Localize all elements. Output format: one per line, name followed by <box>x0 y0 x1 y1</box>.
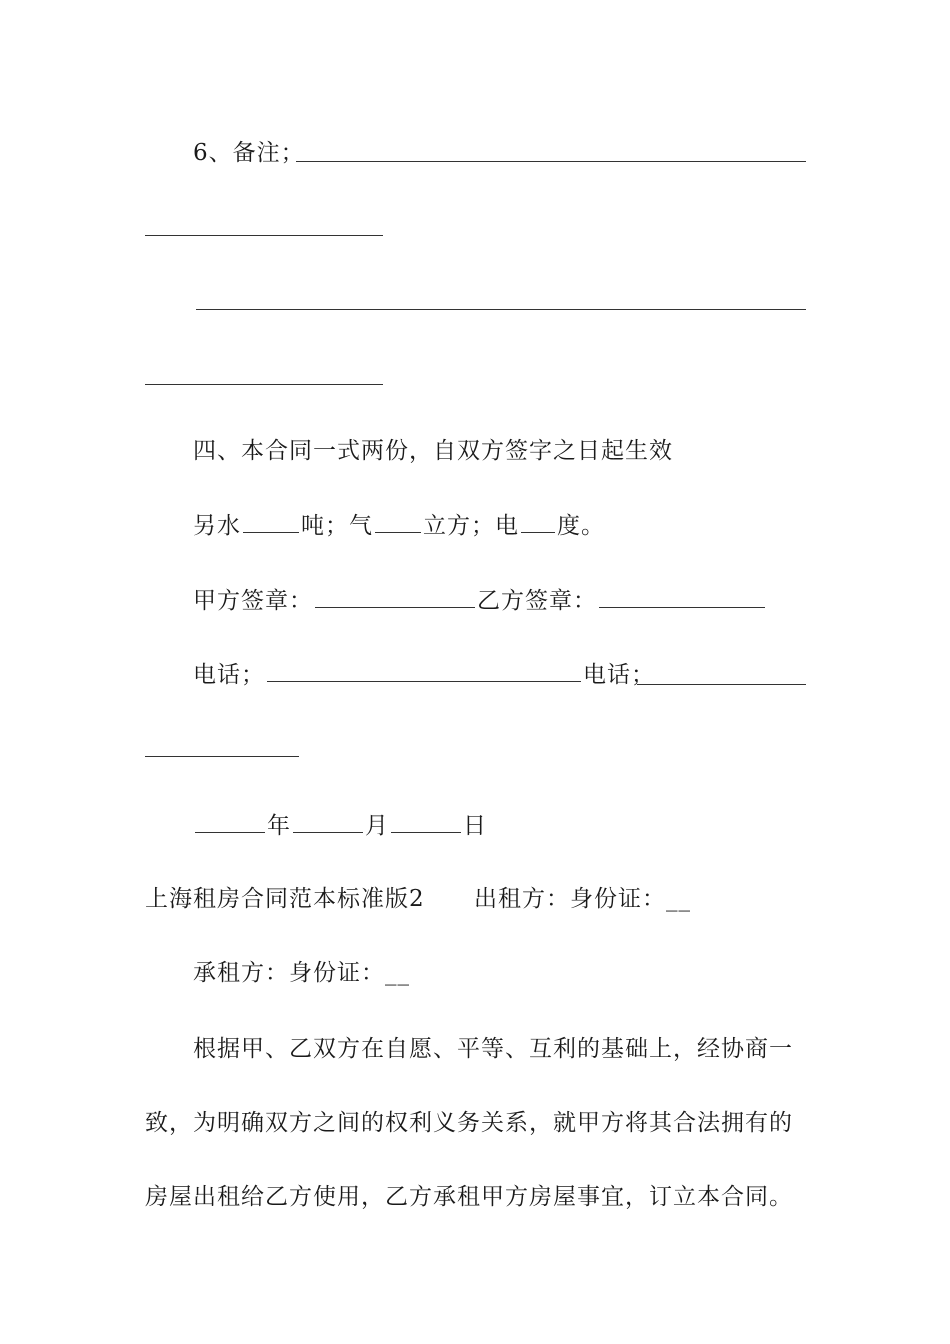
paragraph-line-3: 房屋出租给乙方使用，乙方承租甲方房屋事宜，订立本合同。 <box>145 1184 793 1210</box>
year-label: 年 <box>267 813 291 839</box>
day-blank[interactable] <box>391 810 461 833</box>
party-b-phone-blank[interactable] <box>637 684 806 685</box>
lessee-line: 承租方：身份证：__ <box>193 960 410 986</box>
signatures-line <box>193 585 767 616</box>
paragraph-line-2: 致，为明确双方之间的权利义务关系，就甲方将其合法拥有的 <box>145 1110 793 1136</box>
utilities-prefix: 另水 <box>193 513 241 539</box>
utilities-line <box>193 510 605 541</box>
party-a-signature-label: 甲方签章： <box>193 588 313 614</box>
party-a-signature-blank[interactable] <box>315 585 475 608</box>
day-label: 日 <box>463 813 487 839</box>
party-b-phone-label: 电话； <box>583 662 655 688</box>
contract2-title: 上海租房合同范本标准版2 <box>145 886 425 912</box>
date-line <box>193 810 487 841</box>
remarks-label: 6、备注； <box>193 140 305 166</box>
remarks-blank-line-1[interactable] <box>296 161 806 162</box>
lessor-line: 出租方：身份证：__ <box>474 886 691 912</box>
month-blank[interactable] <box>293 810 363 833</box>
phones-line <box>193 659 655 690</box>
electricity-unit: 度。 <box>557 513 605 539</box>
year-blank[interactable] <box>195 810 265 833</box>
remarks-blank-line-2[interactable] <box>145 235 383 236</box>
party-b-signature-label: 乙方签章： <box>477 588 597 614</box>
gas-amount-blank[interactable] <box>375 510 421 533</box>
remarks-blank-line-4[interactable] <box>145 384 383 385</box>
water-amount-blank[interactable] <box>243 510 299 533</box>
clause-four: 四、本合同一式两份，自双方签字之日起生效 <box>193 438 673 464</box>
paragraph-line-1: 根据甲、乙双方在自愿、平等、互利的基础上，经协商一 <box>193 1036 793 1062</box>
party-a-phone-blank[interactable] <box>267 659 581 682</box>
party-a-phone-label: 电话； <box>193 662 265 688</box>
remarks-blank-line-3[interactable] <box>196 309 806 310</box>
water-unit: 吨；气 <box>301 513 373 539</box>
electricity-amount-blank[interactable] <box>521 510 555 533</box>
month-label: 月 <box>365 813 389 839</box>
gas-unit: 立方；电 <box>423 513 519 539</box>
party-b-phone-blank-continued[interactable] <box>145 756 299 757</box>
party-b-signature-blank[interactable] <box>599 585 765 608</box>
